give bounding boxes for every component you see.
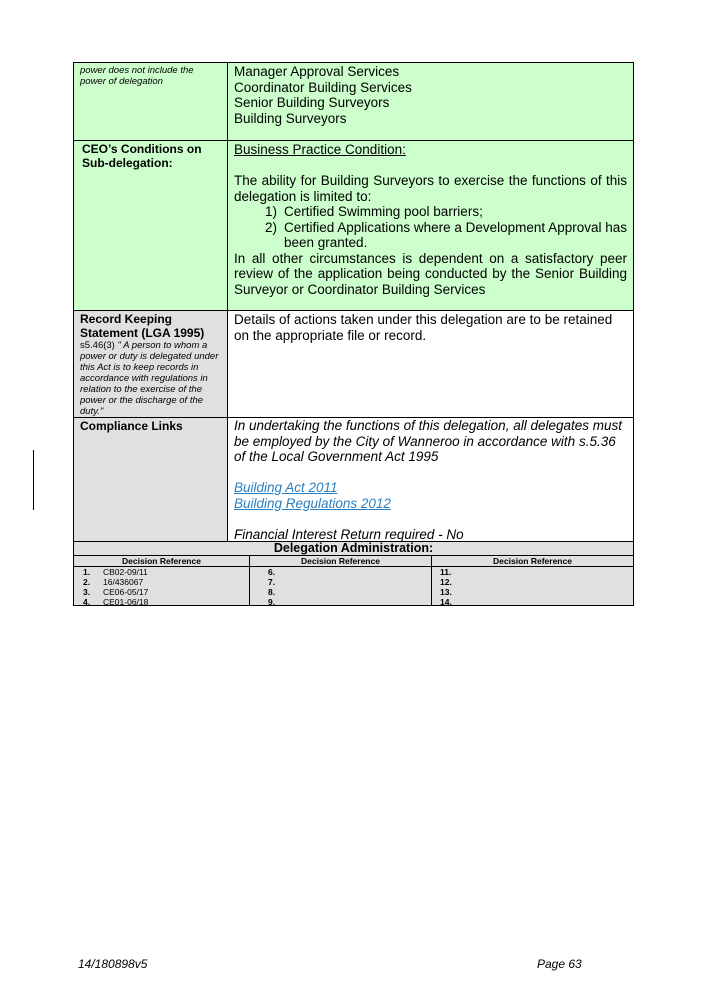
admin-col3 [431, 555, 634, 606]
compliance-text: In undertaking the functions of this delegation, all delegates must be employed by the City of Wanneroo in accordance with s.5.36 of the Local Government Act 1995 [234, 418, 622, 464]
conditions-intro: The ability for Building Surveyors to exercise the functions of this delegation is limited to: [234, 173, 627, 204]
revision-bar [33, 450, 34, 510]
delegate-item: Building Surveyors [234, 110, 347, 126]
decision-row: 4. CE01-06/18 [83, 597, 149, 607]
building-regulations-link[interactable]: Building Regulations 2012 [234, 495, 391, 511]
compliance-label: Compliance Links [80, 419, 183, 433]
decision-row: 2. 16/436067 [83, 577, 144, 587]
conditions-list-item: 2) Certified Applications where a Development Approval has been granted. [264, 219, 627, 250]
delegate-item: Coordinator Building Services [234, 79, 412, 95]
admin-title: Delegation Administration: [273, 541, 434, 555]
building-act-link[interactable]: Building Act 2011 [234, 480, 338, 495]
delegates-list [228, 63, 633, 127]
row1-content-cell [227, 62, 634, 141]
row4-label-cell [73, 417, 228, 542]
record-keeping-label: Record Keeping Statement (LGA 1995) [80, 312, 205, 340]
row2-label-cell [73, 140, 228, 311]
decision-row: 8. [268, 587, 276, 597]
delegate-item: Senior Building Surveyors [234, 95, 390, 110]
conditions-content [228, 141, 633, 298]
decision-row: 7. [268, 577, 276, 587]
admin-col2 [249, 555, 432, 606]
row3-label-cell [73, 310, 228, 418]
decision-row: 11. [440, 567, 452, 577]
col3-header: Decision Reference [432, 556, 633, 567]
footer-doc-ref: 14/180898v5 [78, 957, 148, 971]
admin-title-bar [73, 541, 634, 556]
row2-content-cell [227, 140, 634, 311]
conditions-heading: Business Practice Condition: [234, 142, 406, 157]
record-keeping-text: Details of actions taken under this delegation are to be retained on the appropriate file or record. [234, 312, 613, 343]
row3-content-cell [227, 310, 634, 418]
conditions-list-item: 1) Certified Swimming pool barriers; [264, 204, 483, 219]
decision-row: 9. [268, 597, 276, 607]
record-keeping-reference: s5.46(3) " A person to whom a power or duty is delegated under this Act is to keep records in accordance with regulations in relation to the exercise of the power or the discharge of the duty." [80, 340, 219, 417]
decision-row: 6. [268, 567, 276, 577]
delegate-item: Manager Approval Services [234, 64, 400, 79]
decision-row: 12. [440, 577, 452, 587]
col2-header: Decision Reference [250, 556, 431, 567]
decision-row: 14. [440, 597, 452, 607]
row1-label: power does not include the power of delegation [80, 65, 194, 87]
row4-content-cell [227, 417, 634, 542]
conditions-closing: In all other circumstances is dependent on a satisfactory peer review of the application being conducted by the Senior Building Surveyor or Coordinator Building Services [234, 250, 627, 297]
col1-header: Decision Reference [74, 556, 249, 567]
decision-row: 3. CE06-05/17 [83, 587, 149, 597]
decision-row: 1. CB02-09/11 [83, 567, 148, 577]
decision-row: 13. [440, 587, 452, 597]
compliance-content [228, 418, 633, 542]
footer-page-number: Page 63 [537, 957, 582, 971]
conditions-label: CEO’s Conditions on Sub-delegation: [82, 142, 202, 170]
admin-col1 [73, 555, 250, 606]
financial-interest-text: Financial Interest Return required - No [234, 526, 464, 542]
row1-label-cell [73, 62, 228, 141]
